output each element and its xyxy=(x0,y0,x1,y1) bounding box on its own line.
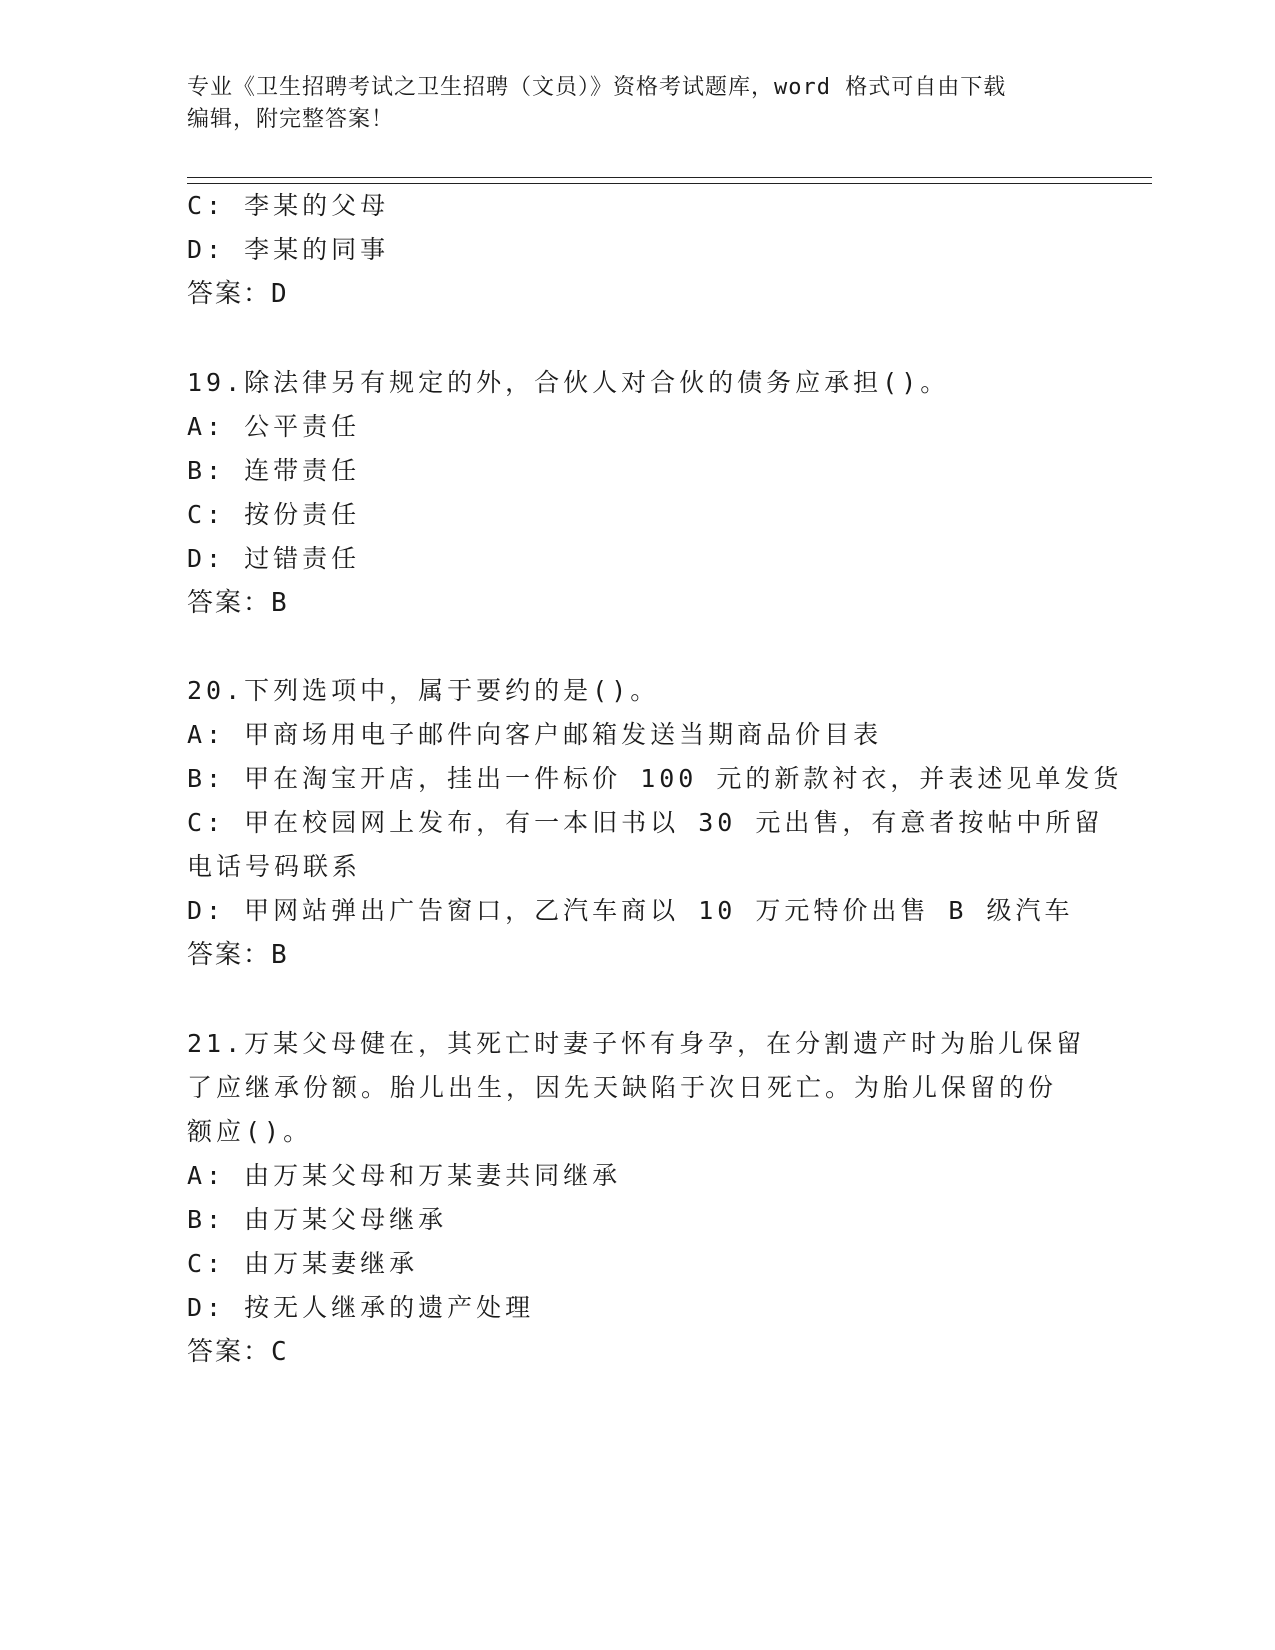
answer-value: C xyxy=(271,1337,287,1367)
option-d: D: 甲网站弹出广告窗口，乙汽车商以 10 万元特价出售 B 级汽车 xyxy=(187,896,1074,925)
question-stem-continued: 了应继承份额。胎儿出生，因先天缺陷于次日死亡。为胎儿保留的份 xyxy=(187,1073,1058,1102)
answer-label: 答案： xyxy=(187,1337,272,1367)
question-stem-continued: 额应()。 xyxy=(187,1117,313,1146)
option-c: C: 甲在校园网上发布，有一本旧书以 30 元出售，有意者按帖中所留 xyxy=(187,808,1104,837)
option-d: D: 李某的同事 xyxy=(187,235,390,264)
question-stem: 19.除法律另有规定的外，合伙人对合伙的债务应承担()。 xyxy=(187,368,950,397)
option-a: A: 公平责任 xyxy=(187,412,361,441)
option-c: C: 按份责任 xyxy=(187,500,361,529)
option-c-continued: 电话号码联系 xyxy=(187,852,362,881)
option-d: D: 过错责任 xyxy=(187,544,361,573)
answer-line xyxy=(187,1335,287,1369)
option-c: C: 由万某妻继承 xyxy=(187,1249,419,1278)
answer-line xyxy=(187,586,287,620)
header-line-2: 编辑，附完整答案！ xyxy=(187,107,395,132)
answer-label: 答案： xyxy=(187,588,272,618)
answer-value: D xyxy=(271,279,287,309)
option-b: B: 甲在淘宝开店，挂出一件标价 100 元的新款衬衣，并表述见单发货 xyxy=(187,764,1123,793)
answer-value: B xyxy=(271,588,287,618)
answer-value: B xyxy=(271,940,287,970)
header-divider-bottom xyxy=(187,183,1152,184)
header-line-1: 专业《卫生招聘考试之卫生招聘（文员）》资格考试题库，word 格式可自由下载 xyxy=(187,75,1007,100)
answer-label: 答案： xyxy=(187,940,272,970)
answer-line xyxy=(187,938,287,972)
answer-line xyxy=(187,277,287,311)
header-divider-top xyxy=(187,177,1152,178)
option-b: B: 由万某父母继承 xyxy=(187,1205,448,1234)
option-d: D: 按无人继承的遗产处理 xyxy=(187,1293,535,1322)
answer-label: 答案： xyxy=(187,279,272,309)
option-b: B: 连带责任 xyxy=(187,456,361,485)
option-a: A: 由万某父母和万某妻共同继承 xyxy=(187,1161,622,1190)
document-header xyxy=(187,72,1087,136)
option-c: C: 李某的父母 xyxy=(187,191,390,220)
question-stem: 21.万某父母健在，其死亡时妻子怀有身孕，在分割遗产时为胎儿保留 xyxy=(187,1029,1086,1058)
question-stem: 20.下列选项中，属于要约的是()。 xyxy=(187,676,660,705)
option-a: A: 甲商场用电子邮件向客户邮箱发送当期商品价目表 xyxy=(187,720,883,749)
